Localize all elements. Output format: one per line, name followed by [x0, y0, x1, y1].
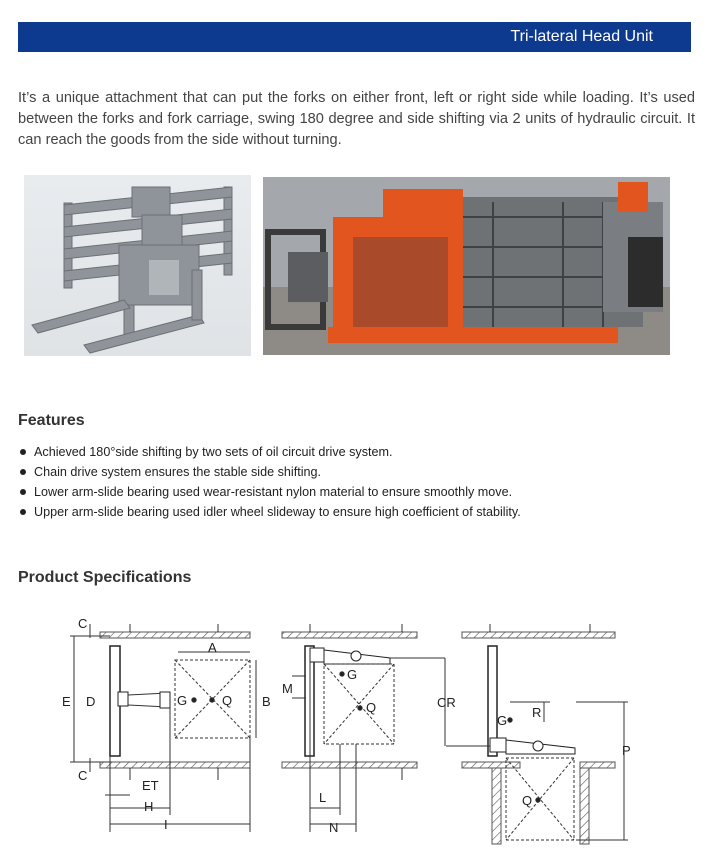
- list-item: Lower arm-slide bearing used wear-resistant nylon material to ensure smoothly move.: [18, 482, 521, 502]
- bullet-icon: [20, 469, 26, 475]
- dimension-label-m: M: [282, 681, 293, 696]
- page-title: Tri-lateral Head Unit: [510, 28, 653, 45]
- header-bar: [18, 22, 691, 52]
- dimension-label-l: L: [319, 790, 327, 805]
- bullet-icon: [20, 509, 26, 515]
- dimension-label-a: A: [208, 640, 217, 655]
- list-item: Achieved 180°side shifting by two sets of oil circuit drive system.: [18, 442, 521, 462]
- list-item: Upper arm-slide bearing used idler wheel slideway to ensure high coefficient of stability.: [18, 502, 521, 522]
- diagram-front-view: [282, 624, 445, 832]
- dimension-label-d: D: [86, 694, 96, 709]
- list-item: Chain drive system ensures the stable side shifting.: [18, 462, 521, 482]
- intro-paragraph: It’s a unique attachment that can put the forks on either front, left or right side while loading. It’s used between the forks and fork carriage, swing 180 degree and side shifting via 2 units of hydraulic circuit. It can reach the goods from the side without turning.: [18, 90, 695, 148]
- dimension-label-c-top: C: [78, 616, 88, 631]
- dimension-label-g-front-view: G: [347, 667, 358, 682]
- features-heading: Features: [18, 412, 85, 429]
- dimension-label-n: N: [329, 820, 339, 835]
- features-list: [18, 442, 521, 522]
- specifications-heading: Product Specifications: [18, 569, 192, 586]
- dimension-label-g-top-view: G: [177, 693, 188, 708]
- dimension-label-q-side-view: Q: [522, 793, 533, 808]
- cad-render-image: [24, 175, 251, 356]
- dimension-label-q-top-view: Q: [222, 693, 233, 708]
- specification-diagram: [60, 610, 660, 846]
- diagram-side-view: [446, 624, 628, 844]
- dimension-label-q-front-view: Q: [366, 700, 377, 715]
- dimension-label-b: B: [262, 694, 271, 709]
- dimension-label-et: ET: [142, 778, 159, 793]
- bullet-icon: [20, 489, 26, 495]
- bullet-icon: [20, 449, 26, 455]
- dimension-label-c-bottom: C: [78, 768, 88, 783]
- dimension-label-i: I: [164, 817, 168, 832]
- dimension-label-r: R: [532, 705, 542, 720]
- dimension-label-g-side-view: G: [497, 713, 508, 728]
- attachment-photo: [263, 177, 670, 355]
- dimension-label-h: H: [144, 799, 154, 814]
- dimension-label-cr: CR: [437, 695, 456, 710]
- dimension-label-e: E: [62, 694, 71, 709]
- dimension-label-p: P: [622, 743, 631, 758]
- attachment-photo-illustration: [263, 177, 670, 355]
- diagram-top-view: [70, 624, 256, 832]
- cad-attachment-illustration: [24, 175, 251, 356]
